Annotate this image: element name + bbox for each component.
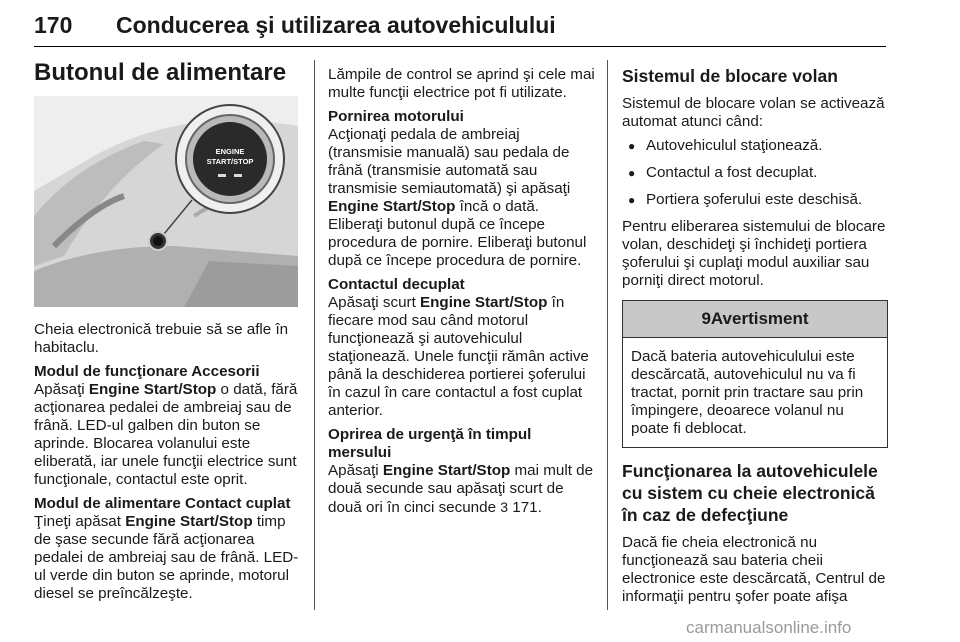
list-item: ● Contactul a fost decuplat. [622,164,888,182]
column-3 [622,66,888,612]
chapter-title: Conducerea şi utilizarea autovehiculului [116,12,556,38]
steering-lock-release-text: Pentru eliberarea sistemului de blocare volan, deschideţi şi închideţi portiera şoferului şi cuplaţi modul auxiliar sau porniţi direct motorul. [622,218,886,289]
column-2 [328,66,596,523]
emergency-stop-heading: Oprirea de urgenţă în timpul mersului [328,426,532,461]
warning-header [623,301,887,338]
warning-box [622,300,888,448]
figure-button-label-1: ENGINE [215,147,245,156]
page-reference-number[interactable]: 171. [508,499,542,516]
watermark: carmanualsonline.info [686,618,852,637]
key-failure-heading: Funcţionarea la autovehiculele cu sistem cu cheie electronică în caz de defecţiune [622,461,878,525]
page-reference-icon[interactable]: 3 [500,499,509,515]
column-1 [34,56,300,609]
page-header [34,6,886,47]
start-engine-text: Acţionaţi pedala de ambreiaj (transmisie manuală) sau pedala de frână (transmisie automată sau transmisie semiautomată) şi apăsaţi Engine Start/Stop încă o dată. Eliberaţi butonul după ce începe procedura de pornire. Eliberaţi butonul după ce începe procedura de pornire. [328,126,587,269]
intro-text: Cheia electronică trebuie să se afle în habitaclu. [34,321,289,356]
steering-lock-intro: Sistemul de blocare volan se activează automat atunci când: [622,95,885,130]
engine-start-stop-label: Engine Start/Stop [125,513,253,530]
section-title: Butonul de alimentare [34,59,287,86]
page-number: 170 [34,12,73,38]
column-divider-1 [314,60,315,610]
column-divider-2 [607,60,608,610]
figure-button-label-2: START/STOP [206,157,254,166]
engine-start-stop-label: Engine Start/Stop [382,462,511,479]
emergency-stop-text: Apăsaţi Engine Start/Stop mai mult de două secunde sau apăsaţi scurt de două ori în cinci secunde 3 171. [328,462,594,516]
accessory-mode-text: Apăsaţi Engine Start/Stop o dată, fără acţionarea pedalei de ambreiaj sau de frână. LED-ul galben din buton se aprinde. Blocarea volanului este eliberată, iar unele funcţii electrice sunt funcţionale, contactul este oprit. [34,381,298,488]
power-mode-heading: Modul de alimentare Contact cuplat [34,495,291,512]
ignition-off-heading: Contactul decuplat [328,276,465,293]
power-mode-continued: Lămpile de control se aprind şi cele mai multe funcţii electrice pot fi utilizate. [328,66,595,101]
steering-lock-heading: Sistemul de blocare volan [622,66,838,86]
ignition-off-text: Apăsaţi scurt Engine Start/Stop în fiecare mod sau când motorul funcţionează şi autovehiculul staţionează. Unele funcţii rămân active până la deschiderea portierei şoferului în cazul în care contactul a fost cuplat anterior. [328,294,589,419]
start-engine-heading: Pornirea motorului [328,108,464,125]
list-item: ● Autovehiculul staţionează. [622,137,888,155]
warning-triangle-icon: 9 [701,309,711,328]
engine-start-stop-label: Engine Start/Stop [328,198,456,215]
dashboard-illustration [34,96,298,307]
list-item: ● Portiera şoferului este deschisă. [622,191,888,209]
accessory-mode-heading: Modul de funcţionare Accesorii [34,363,260,380]
power-mode-text: Ţineţi apăsat Engine Start/Stop timp de şase secunde fără acţionarea pedalei de ambreiaj sau de frână. LED-ul verde din buton se aprinde, motorul diesel se preîncălzeşte. [34,513,299,602]
start-stop-button-illustration [34,96,298,307]
key-failure-text: Dacă fie cheia electronică nu funcţionează sau bateria cheii electronice este descărcată, Centrul de informaţii pentru şofer poate afişa [622,534,886,605]
engine-start-stop-label: Engine Start/Stop [88,381,217,398]
engine-start-stop-label: Engine Start/Stop [420,294,548,311]
steering-lock-conditions [622,137,888,209]
warning-title: Avertisment [710,309,809,328]
warning-text: Dacă bateria autovehiculului este descărcată, autovehiculul nu va fi tractat, pornit prin tractare sau prin împingere, deoarece volanul nu poate fi deblocat. [631,348,864,437]
